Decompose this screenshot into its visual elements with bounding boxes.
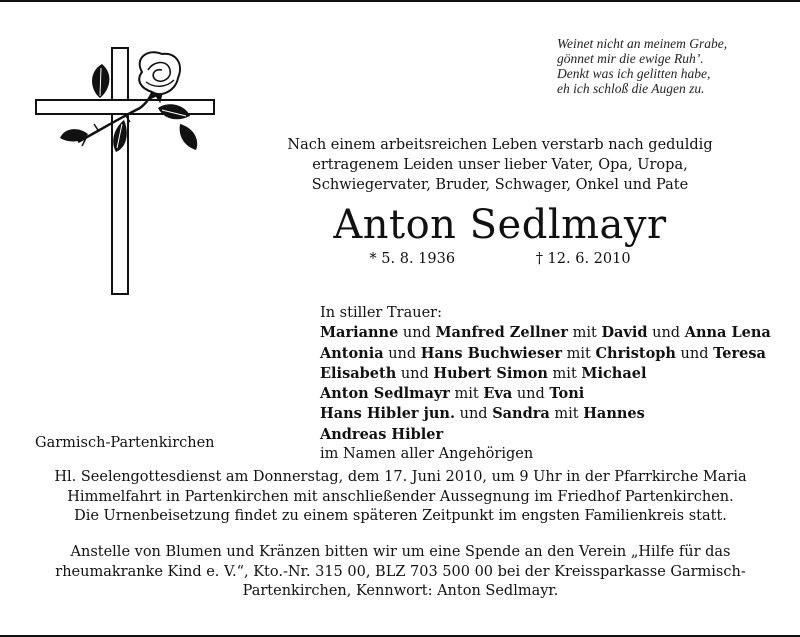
cross-with-rose-icon [30, 42, 220, 302]
mourners-heading: In stiller Trauer: [320, 305, 442, 321]
mourner-name: Michael [581, 364, 647, 382]
connector: und [396, 365, 434, 382]
mourner-name: Toni [549, 385, 585, 403]
mourner-row [320, 384, 771, 404]
mourner-name: Hannes [583, 405, 645, 423]
mourner-name: Marianne [320, 324, 399, 342]
connector: und [398, 325, 436, 342]
mourner-name: Teresa [713, 344, 766, 362]
mourner-name: Elisabeth [320, 364, 397, 382]
mourners-list [320, 304, 771, 464]
mourner-name: Eva [483, 385, 513, 403]
intro-line: ertragenem Leiden unser lieber Vater, Opa, Uropa, [312, 157, 688, 173]
deceased-name: Anton Sedlmayr [333, 202, 667, 248]
mourner-row [320, 364, 771, 384]
connector: mit [549, 406, 584, 423]
poem-line: Weinet nicht an meinem Grabe, [557, 36, 728, 51]
intro-line: Nach einem arbeitsreichen Leben verstarb nach geduldig [287, 137, 713, 153]
intro-line: Schwiegervater, Bruder, Schwager, Onkel und Pate [311, 177, 689, 193]
connector: und [647, 325, 685, 342]
connector: und [383, 345, 421, 362]
mourner-row [320, 323, 771, 343]
mourner-row [320, 404, 771, 424]
service-line: Die Urnenbeisetzung findet zu einem späteren Zeitpunkt im engsten Familienkreis statt. [74, 508, 727, 524]
connector: mit [449, 386, 484, 403]
memorial-poem [557, 36, 727, 96]
mourners-closing: im Namen aller Angehörigen [320, 446, 534, 463]
connector: und [512, 386, 550, 403]
mourner-name: Andreas Hibler [320, 425, 444, 443]
service-announcement [35, 468, 766, 527]
birth-date: * 5. 8. 1936 [369, 251, 456, 267]
connector: und [675, 345, 714, 362]
service-line: Hl. Seelengottesdienst am Donnerstag, dem 17. Juni 2010, um 9 Uhr in der Pfarrkirche Maria [54, 469, 747, 485]
connector: und [455, 406, 493, 423]
poem-line: eh ich schloß die Augen zu. [557, 81, 705, 96]
mourner-name: Hans Buchwieser [420, 344, 563, 362]
poem-line: gönnet mir die ewige Ruh’. [557, 51, 704, 66]
mourner-name: Sandra [492, 405, 550, 423]
mourner-row [320, 344, 771, 364]
place-name: Garmisch-Partenkirchen [35, 435, 215, 451]
mourner-name: David [601, 324, 648, 342]
connector: mit [568, 325, 602, 342]
death-date: † 12. 6. 2010 [535, 251, 631, 267]
mourner-name: Anton Sedlmayr [320, 385, 450, 403]
connector: mit [547, 365, 582, 382]
service-line: Himmelfahrt in Partenkirchen mit anschließender Aussegnung im Friedhof Partenkirchen. [67, 488, 734, 505]
mourner-name: Hubert Simon [433, 364, 548, 382]
connector: mit [562, 345, 596, 362]
donation-request [35, 543, 766, 602]
donation-line: rheumakranke Kind e. V.“, Kto.-Nr. 315 00, BLZ 703 500 00 bei der Kreissparkasse Garmisch- [55, 563, 746, 580]
mourner-name: Manfred Zellner [435, 324, 569, 342]
mourner-name: Antonia [320, 344, 384, 362]
mourner-row [320, 425, 771, 445]
donation-line: Partenkirchen, Kennwort: Anton Sedlmayr. [242, 583, 559, 599]
poem-line: Denkt was ich gelitten habe, [557, 66, 711, 81]
life-dates [270, 250, 730, 268]
donation-line: Anstelle von Blumen und Kränzen bitten wir um eine Spende an den Verein „Hilfe für das [70, 544, 731, 560]
mourner-name: Anna Lena [684, 324, 771, 342]
mourner-name: Hans Hibler jun. [320, 405, 455, 423]
mourner-name: Christoph [595, 344, 676, 362]
intro-text [270, 135, 730, 195]
